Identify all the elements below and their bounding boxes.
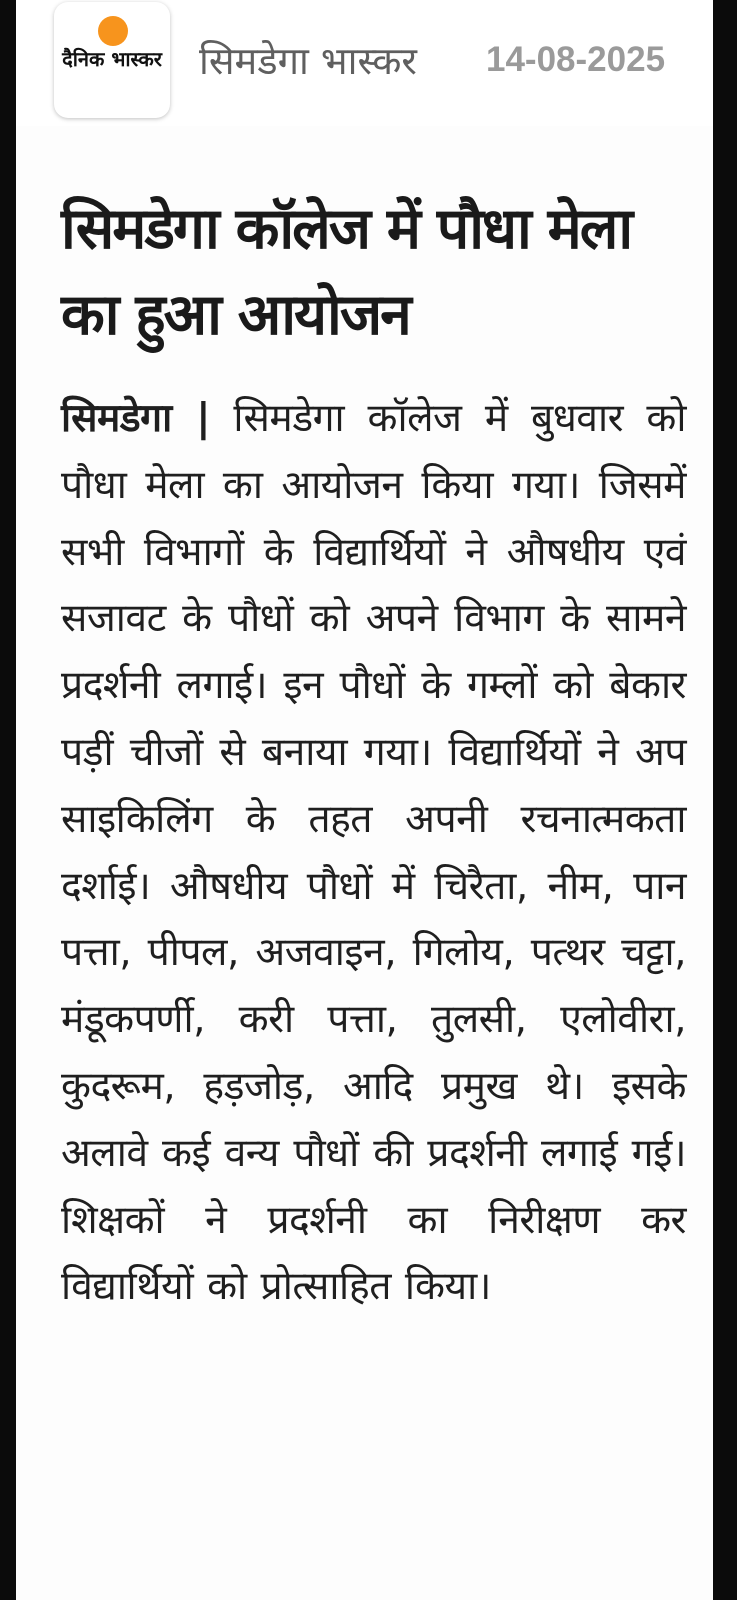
article-dateline: सिमडेगा | xyxy=(61,396,211,441)
edition-name: सिमडेगा भास्कर xyxy=(199,39,417,83)
dainik-bhaskar-logo xyxy=(54,2,170,118)
article-headline: सिमडेगा कॉलेज में पौधा मेला का हुआ आयोजन xyxy=(61,196,632,348)
right-dark-edge xyxy=(713,0,737,1600)
article-body xyxy=(61,386,686,1321)
logo-text: दैनिक भास्कर xyxy=(62,47,162,71)
newspaper-clipping xyxy=(16,126,713,1600)
article-body-text: सिमडेगा कॉलेज में बुधवार को पौधा मेला का आयोजन किया गया। जिसमें सभी विभागों के विद्यार्थियों ने औषधीय एवं सजावट के पौधों को अपने विभाग के सामने प्रदर्शनी लगाई। इन पौधों के गम्लों को बेकार पड़ीं चीजों से बनाया गया। विद्यार्थियों ने अप साइकिलिंग के तहत अपनी रचनात्मकता दर्शाई। औषधीय पौधों में चिरैता, नीम, पान पत्ता, पीपल, अजवाइन, गिलोय, पत्थर चट्टा, मंडूकपर्णी, करी पत्ता, तुलसी, एलोवीरा, कुदरूम, हड़जोड़, आदि प्रमुख थे। इसके अलावे कई वन्य पौधों की प्रदर्शनी लगाई गई। शिक्षकों ने प्रदर्शनी का निरीक्षण कर विद्यार्थियों को प्रोत्साहित किया। xyxy=(61,396,686,1310)
clip-header xyxy=(16,0,713,126)
left-dark-edge xyxy=(0,0,16,1600)
edition-date: 14-08-2025 xyxy=(486,40,666,79)
logo-sun-icon xyxy=(98,16,128,46)
